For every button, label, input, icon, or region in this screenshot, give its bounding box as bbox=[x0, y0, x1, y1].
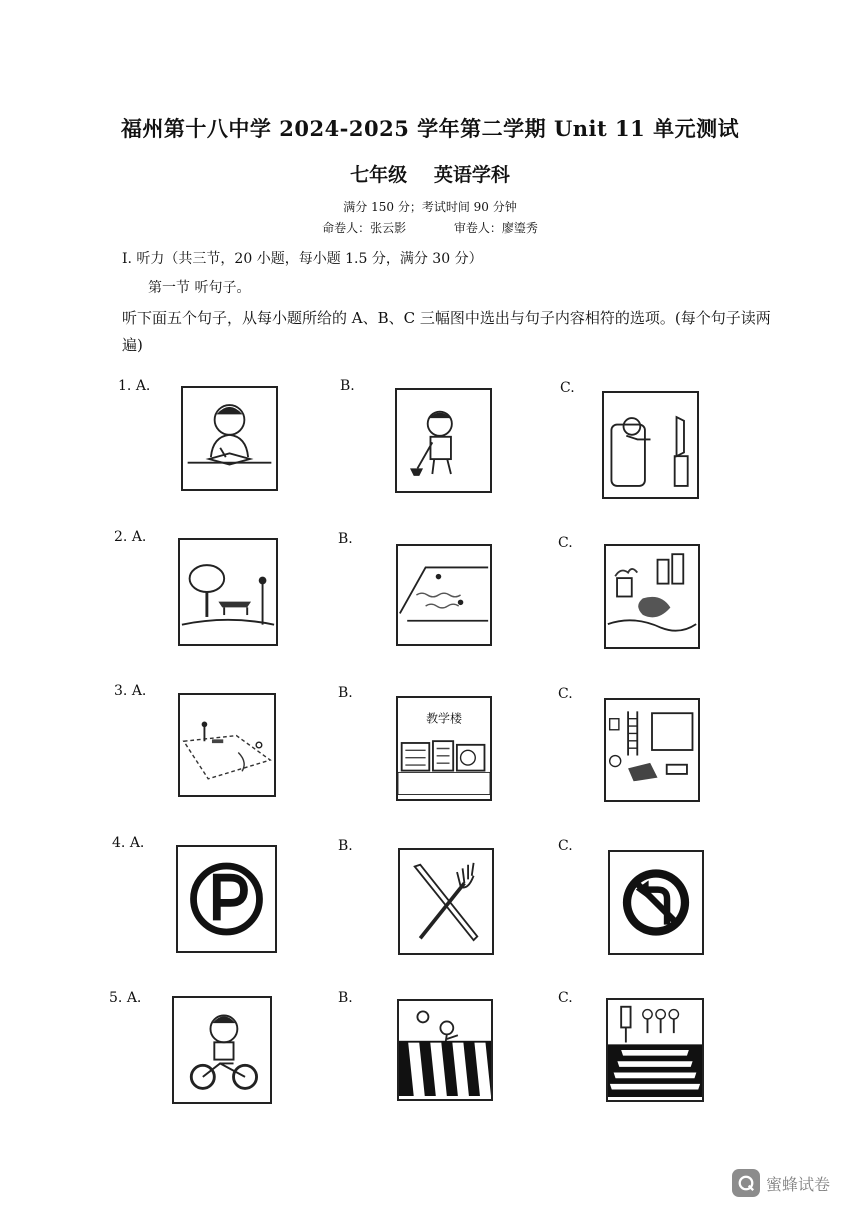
grade-label: 七年级 bbox=[350, 164, 408, 186]
watermark-text: 蜜蜂试卷 bbox=[765, 1174, 830, 1194]
section-heading: I. 听力（共三节，20 小题，每小题 1.5 分，满分 30 分） bbox=[122, 251, 483, 267]
boy-riding-bike-icon bbox=[172, 996, 272, 1104]
question-1-label: 1. A. bbox=[118, 378, 151, 394]
authors-info bbox=[0, 219, 860, 236]
boy-playing-ball-on-crosswalk-icon bbox=[397, 999, 493, 1101]
question-3-option-b-label: B. bbox=[338, 685, 353, 701]
question-1-option-c-label: C. bbox=[560, 380, 575, 396]
question-4-label: 4. A. bbox=[112, 835, 145, 851]
teaching-building-icon bbox=[396, 696, 492, 801]
part-heading: 第一节 听句子。 bbox=[148, 280, 251, 296]
swimming-pool-icon bbox=[396, 544, 492, 646]
parking-sign-icon bbox=[176, 845, 277, 953]
question-2-option-b-label: B. bbox=[338, 531, 353, 547]
factory-polluted-river-icon bbox=[604, 544, 700, 649]
no-left-turn-sign-icon bbox=[608, 850, 704, 955]
children-waiting-at-crosswalk-icon bbox=[606, 998, 704, 1102]
instruction-text: 听下面五个句子，从每小题所给的 A、B、C 三幅图中选出与句子内容相符的选项。(每个句子读两遍) bbox=[122, 309, 771, 354]
page-subtitle bbox=[0, 160, 860, 187]
question-4-option-b-label: B. bbox=[338, 838, 353, 854]
question-2-option-c-label: C. bbox=[558, 535, 573, 551]
question-5-option-c-label: C. bbox=[558, 990, 573, 1006]
park-tree-bench-icon bbox=[178, 538, 278, 646]
bee-logo-icon bbox=[732, 1169, 760, 1197]
question-1-option-b-label: B. bbox=[340, 378, 355, 394]
question-4-option-c-label: C. bbox=[558, 838, 573, 854]
question-2-label: 2. A. bbox=[114, 529, 147, 545]
building-sign: 教学楼 bbox=[426, 711, 462, 726]
score-time-info: 满分 150 分；考试时间 90 分钟 bbox=[343, 200, 517, 214]
page-title: 福州第十八中学 2024-2025 学年第二学期 Unit 11 单元测试 bbox=[120, 116, 740, 141]
question-5-option-b-label: B. bbox=[338, 990, 353, 1006]
knife-fork-icon bbox=[398, 848, 494, 955]
boy-writing-homework-icon bbox=[181, 386, 278, 491]
girl-watching-tv-icon bbox=[602, 391, 699, 499]
reviewer-label: 审卷人：廖瑬秀 bbox=[453, 221, 538, 235]
question-3-label: 3. A. bbox=[114, 683, 147, 699]
question-3-option-c-label: C. bbox=[558, 686, 573, 702]
boy-sweeping-floor-icon bbox=[395, 388, 492, 493]
playground-field-icon bbox=[178, 693, 276, 797]
subject-label: 英语学科 bbox=[433, 164, 510, 186]
watermark-logo bbox=[732, 1169, 830, 1197]
setter-label: 命卷人：张云影 bbox=[322, 221, 407, 235]
question-5-label: 5. A. bbox=[109, 990, 142, 1006]
gym-equipment-icon bbox=[604, 698, 700, 802]
